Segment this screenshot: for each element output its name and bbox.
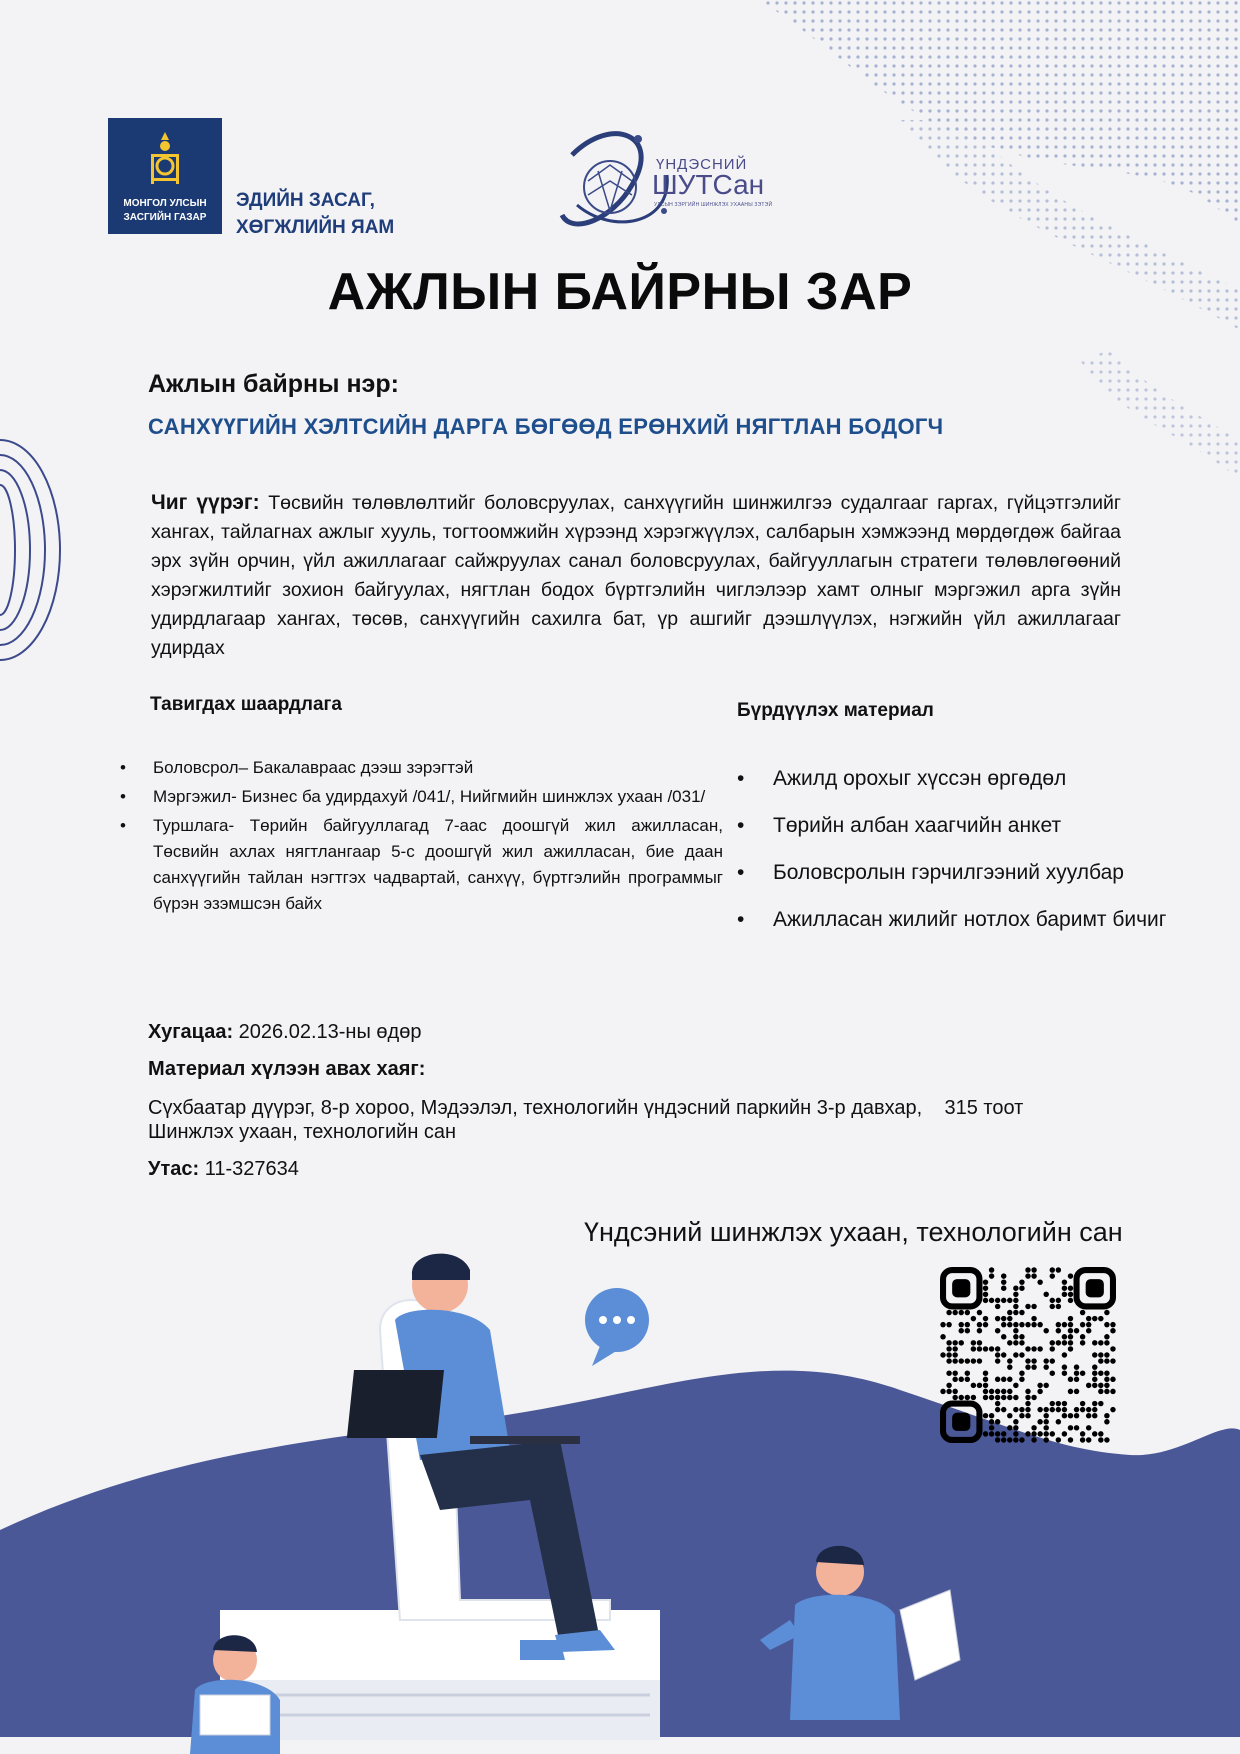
ministry-line2: ХӨГЖЛИЙН ЯАМ xyxy=(236,217,395,238)
list-item: • Боловсрол– Бакалавраас дээш зэрэгтэй xyxy=(153,755,723,781)
gov-logo-line1: МОНГОЛ УЛСЫН xyxy=(123,198,207,209)
list-item: • Мэргэжил- Бизнес ба удирдахуй /041/, Нийгмийн шинжлэх ухаан /031/ xyxy=(153,784,723,810)
phone xyxy=(148,1158,299,1181)
address-label: Материал хүлээн авах хаяг: xyxy=(148,1058,426,1080)
qr-code[interactable] xyxy=(940,1267,1116,1443)
organization-name: Үндсэний шинжлэх ухаан, технологийн сан xyxy=(584,1217,1123,1247)
list-item: • Туршлага- Төрийн байгууллагад 7-аас доошгүй жил ажилласан, Төсвийн ахлах нягтлангаар 5-с доошгүй жил ажилласан, бие даан санхүүгийн тайлан нэгтгэх чадвартай, санхүү, бүртгэлийн программыг бүрэн эзэмшсэн байх xyxy=(153,813,723,917)
requirements-list xyxy=(120,755,723,920)
deadline-label: Хугацаа: xyxy=(148,1021,234,1043)
page-title: АЖЛЫН БАЙРНЫ ЗАР xyxy=(327,263,913,321)
deadline xyxy=(148,1021,421,1044)
government-logo xyxy=(108,118,222,234)
requirements-heading: Тавигдах шаардлага xyxy=(150,694,343,715)
soyombo-emblem-icon xyxy=(148,130,182,190)
duties-text: Төсвийн төлөвлөлтийг боловсруулах, санхүүгийн шинжилгээ судалгааг гаргах, гүйцэтгэлийг хангах, тайлагнах ажлыг хууль, тогтоомжийн хүрээнд хэрэгжүүлэх, салбарын хэмжээнд мөрдөгдөж байгаа эрх зүйн орчин, үйл ажиллагааг сайжруулах санал боловсруулах, байгууллагын стратеги төлөвлөгөөний хэрэгжилтийг зохион байгуулах, нягтлан бодох бүртгэлийн чиглэлээр хамт олныг мэргэжил арга зүйн удирдлагаар хангах, төсөв, санхүүгийн сахилга бат, үр ашгийг дээшлүүлэх, нэгжийн үйл ажиллагааг удирдах xyxy=(151,492,1122,659)
position-label: Ажлын байрны нэр: xyxy=(148,370,399,398)
chat-bubble-icon xyxy=(585,1288,649,1366)
duties-label: Чиг үүрэг: xyxy=(151,491,260,514)
ministry-name xyxy=(236,187,394,241)
list-item: • Төрийн албан хаагчийн анкет xyxy=(773,813,1193,838)
phone-label: Утас: xyxy=(148,1158,200,1180)
deadline-value: 2026.02.13-ны өдөр xyxy=(238,1021,422,1043)
fund-logo-line2: ШУТСан xyxy=(652,169,765,200)
ministry-line1: ЭДИЙН ЗАСАГ, xyxy=(236,190,375,211)
materials-list xyxy=(740,766,1193,954)
list-item: • Ажилласан жилийг нотлох баримт бичиг xyxy=(773,907,1193,932)
fund-logo-line3: УЛСЫН ЗЭРГИЙН ШИНЖЛЭХ УХААНЫ ЗЭТЭЙ xyxy=(654,202,773,208)
materials-heading: Бүрдүүлэх материал xyxy=(737,700,934,721)
gov-logo-line2: ЗАСГИЙН ГАЗАР xyxy=(123,212,207,223)
position-name: САНХҮҮГИЙН ХЭЛТСИЙН ДАРГА БӨГӨӨД ЕРӨНХИЙ НЯГТЛАН БОДОГЧ xyxy=(148,414,944,439)
dotted-wave-top xyxy=(760,0,1240,480)
list-item: • Ажилд орохыг хүссэн өргөдөл xyxy=(773,766,1193,791)
list-item: • Боловсролын гэрчилгээний хуулбар xyxy=(773,860,1193,885)
concentric-arcs xyxy=(0,440,60,660)
address-value: Сүхбаатар дүүрэг, 8-р хороо, Мэдээлэл, технологийн үндэсний паркийн 3-р давхар, 315 тоот Шинжлэх ухаан, технологийн сан xyxy=(148,1097,1029,1143)
duties-paragraph xyxy=(151,488,1121,663)
fund-logo-line1: ҮНДЭСНИЙ xyxy=(656,156,748,173)
phone-value: 11-327634 xyxy=(204,1158,299,1180)
